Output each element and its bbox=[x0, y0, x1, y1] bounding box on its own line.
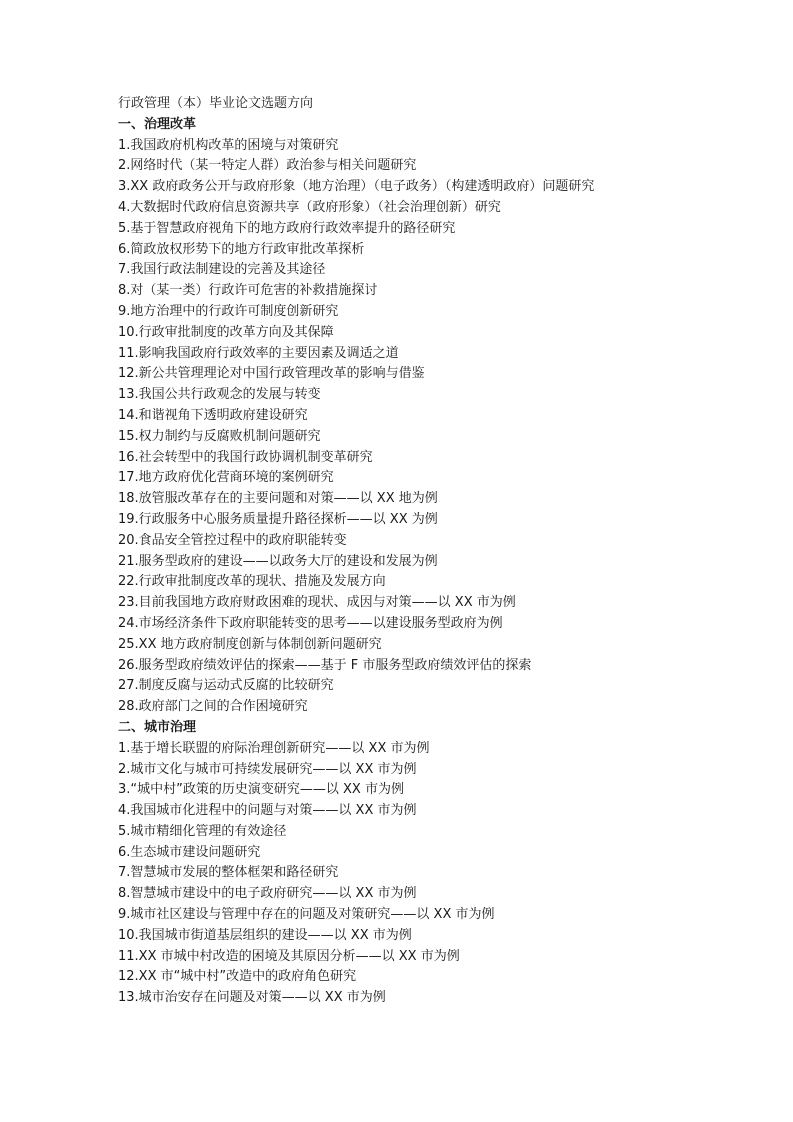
list-item: 5.基于智慧政府视角下的地方政府行政效率提升的路径研究 bbox=[118, 220, 456, 236]
list-item: 3.XX 政府政务公开与政府形象（地方治理）（电子政务）（构建透明政府）问题研究 bbox=[118, 179, 595, 195]
list-item: 19.行政服务中心服务质量提升路径探析——以 XX 为例 bbox=[118, 511, 438, 527]
list-item: 7.智慧城市发展的整体框架和路径研究 bbox=[118, 865, 339, 881]
list-item: 27.制度反腐与运动式反腐的比较研究 bbox=[118, 678, 334, 694]
list-item: 9.城市社区建设与管理中存在的问题及对策研究——以 XX 市为例 bbox=[118, 907, 495, 923]
list-item: 14.和谐视角下透明政府建设研究 bbox=[118, 407, 308, 423]
section-urban-governance bbox=[118, 718, 758, 1009]
list-item: 1.我国政府机构改革的困境与对策研究 bbox=[118, 137, 339, 153]
list-item: 8.对（某一类）行政许可危害的补救措施探讨 bbox=[118, 283, 378, 299]
list-item: 4.大数据时代政府信息资源共享（政府形象）（社会治理创新）研究 bbox=[118, 199, 501, 215]
list-item: 21.服务型政府的建设——以政务大厅的建设和发展为例 bbox=[118, 553, 438, 569]
list-item: 25.XX 地方政府制度创新与体制创新问题研究 bbox=[118, 636, 382, 652]
list-item: 13.我国公共行政观念的发展与转变 bbox=[118, 387, 321, 403]
list-item: 24.市场经济条件下政府职能转变的思考——以建设服务型政府为例 bbox=[118, 615, 503, 631]
list-item: 5.城市精细化管理的有效途径 bbox=[118, 823, 287, 839]
list-item: 1.基于增长联盟的府际治理创新研究——以 XX 市为例 bbox=[118, 740, 430, 756]
list-item: 10.行政审批制度的改革方向及其保障 bbox=[118, 324, 334, 340]
list-item: 8.智慧城市建设中的电子政府研究——以 XX 市为例 bbox=[118, 886, 417, 902]
document-page bbox=[118, 94, 758, 1009]
list-item: 2.网络时代（某一特定人群）政治参与相关问题研究 bbox=[118, 158, 417, 174]
document-title: 行政管理（本）毕业论文选题方向 bbox=[118, 96, 314, 111]
list-item: 9.地方治理中的行政许可制度创新研究 bbox=[118, 303, 339, 319]
list-item: 26.服务型政府绩效评估的探索——基于 F 市服务型政府绩效评估的探索 bbox=[118, 657, 532, 673]
list-item: 28.政府部门之间的合作困境研究 bbox=[118, 699, 308, 715]
list-item: 2.城市文化与城市可持续发展研究——以 XX 市为例 bbox=[118, 761, 417, 777]
list-item: 17.地方政府优化营商环境的案例研究 bbox=[118, 470, 334, 486]
list-item: 13.城市治安存在问题及对策——以 XX 市为例 bbox=[118, 990, 386, 1006]
section-heading: 二、城市治理 bbox=[118, 719, 197, 735]
section-heading: 一、治理改革 bbox=[118, 116, 197, 132]
list-item: 18.放管服改革存在的主要问题和对策——以 XX 地为例 bbox=[118, 491, 438, 507]
list-item: 6.生态城市建设问题研究 bbox=[118, 844, 261, 860]
list-item: 4.我国城市化进程中的问题与对策——以 XX 市为例 bbox=[118, 803, 417, 819]
section-governance-reform bbox=[118, 115, 758, 718]
list-item: 3.“城中村”政策的历史演变研究——以 XX 市为例 bbox=[118, 782, 404, 798]
list-item: 11.XX 市城中村改造的困境及其原因分析——以 XX 市为例 bbox=[118, 948, 460, 964]
list-item: 22.行政审批制度改革的现状、措施及发展方向 bbox=[118, 574, 386, 590]
list-item: 12.新公共管理理论对中国行政管理改革的影响与借鉴 bbox=[118, 366, 425, 382]
list-item: 6.简政放权形势下的地方行政审批改革探析 bbox=[118, 241, 365, 257]
list-item: 15.权力制约与反腐败机制问题研究 bbox=[118, 428, 321, 444]
list-item: 10.我国城市街道基层组织的建设——以 XX 市为例 bbox=[118, 927, 412, 943]
list-item: 7.我国行政法制建设的完善及其途径 bbox=[118, 262, 326, 278]
list-item: 20.食品安全管控过程中的政府职能转变 bbox=[118, 532, 347, 548]
list-item: 16.社会转型中的我国行政协调机制变革研究 bbox=[118, 449, 373, 465]
list-item: 11.影响我国政府行政效率的主要因素及调适之道 bbox=[118, 345, 399, 361]
list-item: 12.XX 市“城中村”改造中的政府角色研究 bbox=[118, 969, 357, 985]
list-item: 23.目前我国地方政府财政困难的现状、成因与对策——以 XX 市为例 bbox=[118, 595, 516, 611]
